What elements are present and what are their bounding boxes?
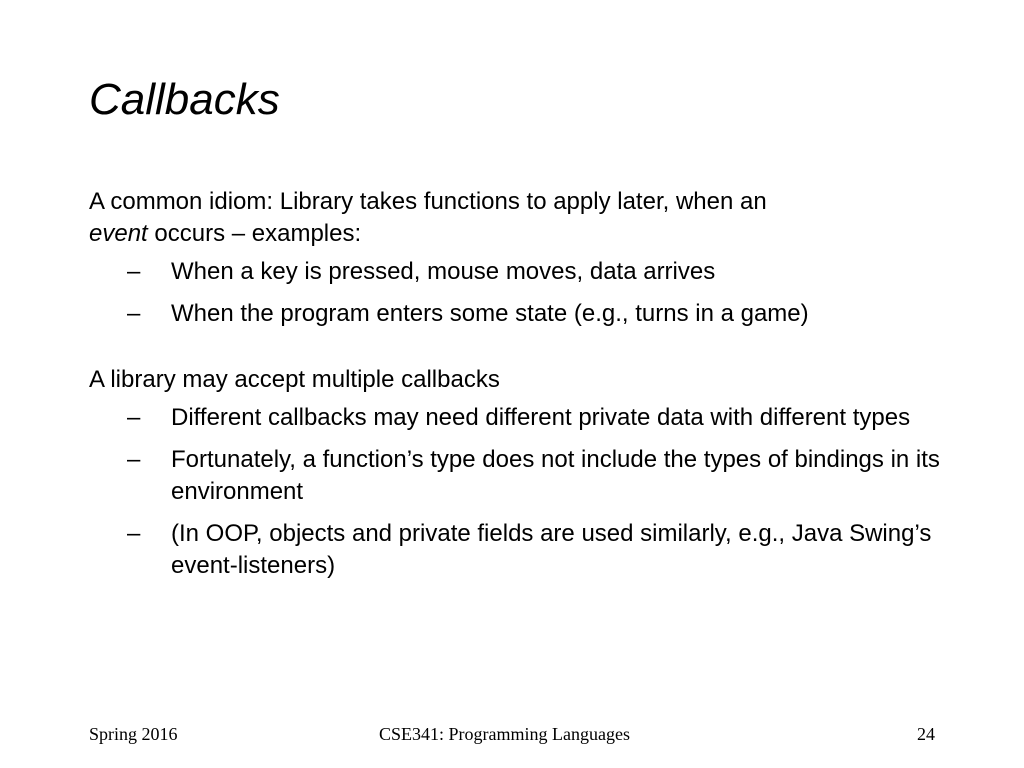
dash-marker: – (127, 258, 141, 285)
dash-marker: – (127, 520, 141, 547)
paragraph-common-idiom (89, 186, 969, 250)
sub-bullet-text: Fortunately, a function’s type does not include the types of bindings in its environment (171, 446, 940, 505)
sub-bullet-text: Different callbacks may need different private data with different types (171, 404, 911, 431)
dash-marker: – (127, 404, 141, 431)
paragraph-multiple-callbacks: A library may accept multiple callbacks (89, 366, 500, 393)
spacer (89, 330, 969, 364)
sub-bullet-key-pressed (89, 256, 969, 288)
dash-marker: – (127, 446, 141, 473)
sub-bullet-text: When the program enters some state (e.g., turns in a game) (171, 300, 809, 327)
sub-bullet-oop (89, 518, 969, 582)
footer-term: Spring 2016 (89, 724, 178, 744)
paragraph-common-idiom-line1: A common idiom: Library takes functions to apply later, when an (89, 188, 767, 215)
footer-course: CSE341: Programming Languages (379, 724, 630, 744)
footer-page-number: 24 (917, 724, 935, 744)
dash-marker: – (127, 300, 141, 327)
sub-bullet-function-type (89, 444, 969, 508)
slide-body (89, 186, 969, 582)
emphasis-event: event (89, 220, 148, 247)
slide-title: Callbacks (89, 75, 280, 124)
paragraph-common-idiom-line2: occurs – examples: (147, 220, 362, 247)
sub-bullet-program-state (89, 298, 969, 330)
sub-bullet-text: (In OOP, objects and private fields are used similarly, e.g., Java Swing’s event-listeners) (171, 520, 932, 579)
sub-bullet-text: When a key is pressed, mouse moves, data arrives (171, 258, 716, 285)
sub-bullet-private-data (89, 402, 969, 434)
